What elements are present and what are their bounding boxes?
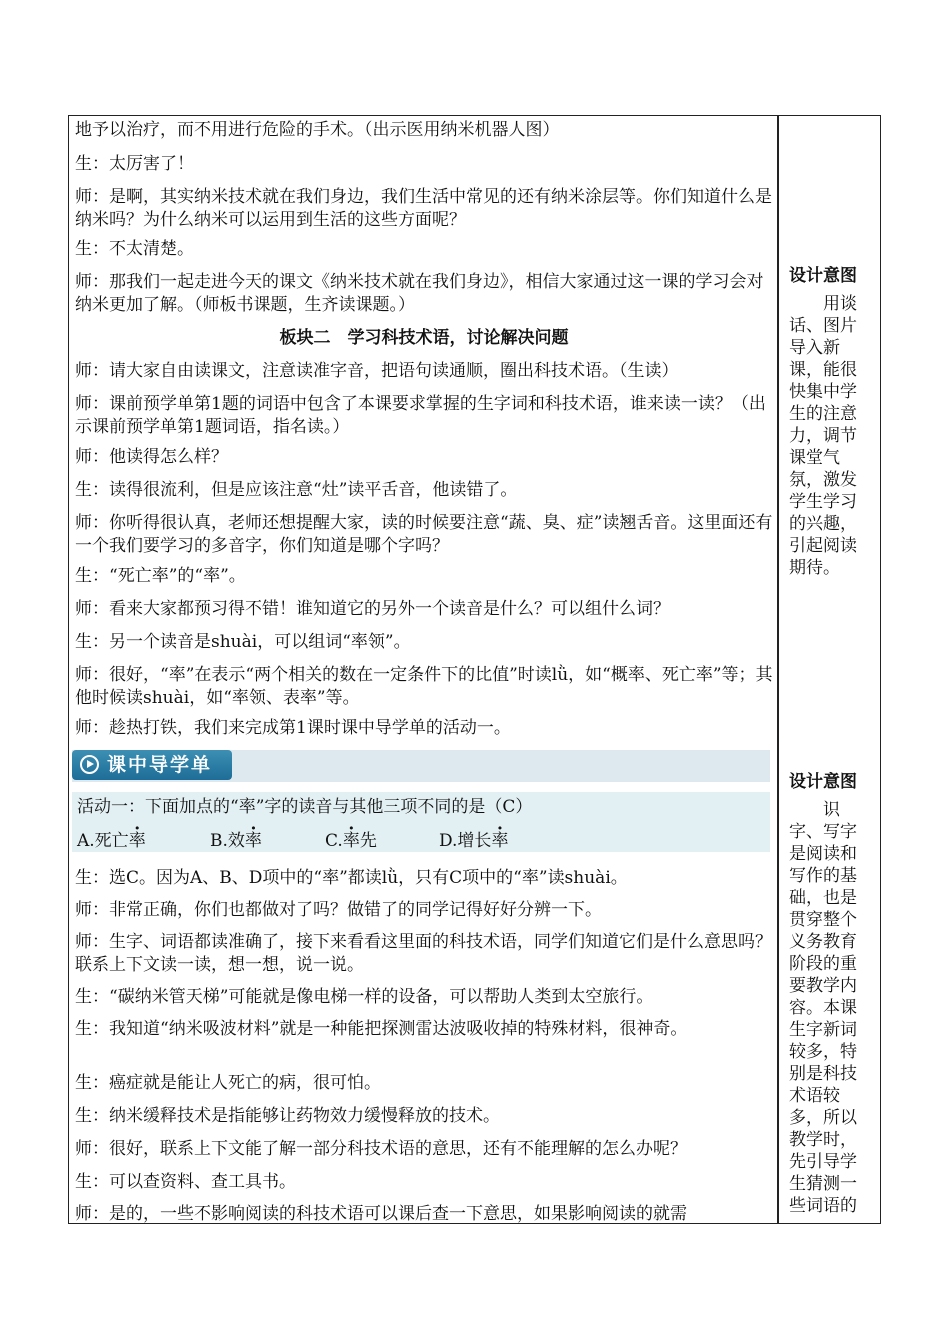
guide-tag-label: 课中导学单 [107,754,213,776]
option-a: A.死亡率 [77,831,146,851]
guide-banner [72,750,770,782]
activity-question: 活动一：下面加点的“率”字的读音与其他三项不同的是（C） [77,797,533,817]
paragraph: 师：生字、词语都读准确了，接下来看看这里面的科技术语，同学们知道它们是什么意思吗？联系上下文读一读，想一想，说一说。 [75,932,772,975]
paragraph: 师：看来大家都预习得不错！谁知道它的另外一个读音是什么？可以组什么词？ [75,599,670,619]
paragraph: 生：癌症就是能让人死亡的病，很可怕。 [75,1073,381,1093]
paragraph: 师：很好，联系上下文能了解一部分科技术语的意思，还有不能理解的怎么办呢？ [75,1139,687,1159]
paragraph: 师：他读得怎么样？ [75,447,228,467]
design-intent-text: 识字、写字是阅读和写作的基础，也是贯穿整个义务教育阶段的重要教学内容。本课生字新词较多，特别是科技术语较多，所以教学时，先引导学生猜测一些词语的 [789,800,857,1216]
paragraph: 师：那我们一起走进今天的课文《纳米技术就在我们身边》，相信大家通过这一课的学习会对纳米更加了解。（师板书课题，生齐读课题。） [75,272,764,315]
activity-box [72,792,770,852]
paragraph: 生：“死亡率”的“率”。 [75,566,246,586]
column-divider [777,116,779,1223]
paragraph: 师：是啊，其实纳米技术就在我们身边，我们生活中常见的还有纳米涂层等。你们知道什么是纳米吗？为什么纳米可以运用到生活的这些方面呢？ [75,187,772,230]
paragraph: 师：趁热打铁，我们来完成第1课时课中导学单的活动一。 [75,718,511,738]
paragraph: 生：选C。因为A、B、D项中的“率”都读lǜ，只有C项中的“率”读shuài。 [75,868,628,888]
paragraph: 师：非常正确，你们也都做对了吗？做错了的同学记得好好分辨一下。 [75,900,602,920]
design-intent-text: 用谈话、图片导入新课，能很快集中学生的注意力，调节课堂气氛，激发学生学习的兴趣，引起阅读期待。 [789,294,857,578]
paragraph: 生：我知道“纳米吸波材料”就是一种能把探测雷达波吸收掉的特殊材料，很神奇。 [75,1019,688,1039]
guide-tag [72,750,232,780]
paragraph: 生：“碳纳米管天梯”可能就是像电梯一样的设备，可以帮助人类到太空旅行。 [75,987,654,1007]
paragraph: 师：很好，“率”在表示“两个相关的数在一定条件下的比值”时读lǜ，如“概率、死亡率”等；其他时候读shuài，如“率领、表率”等。 [75,665,773,708]
paragraph: 师：课前预学单第1题的词语中包含了本课要求掌握的生字词和科技术语，谁来读一读？（出示课前预学单第1题词语，指名读。） [75,394,766,437]
paragraph: 生：另一个读音是shuài，可以组词“率领”。 [75,632,411,652]
play-circle-icon [80,755,99,774]
paragraph: 师：你听得很认真，老师还想提醒大家，读的时候要注意“蔬、臭、症”读翘舌音。这里面还有一个我们要学习的多音字，你们知道是哪个字吗？ [75,513,773,556]
option-d: D.增长率 [439,831,509,851]
design-intent-heading: 设计意图 [789,772,857,792]
paragraph: 生：可以查资料、查工具书。 [75,1172,296,1192]
option-c: C.率先 [325,831,377,851]
paragraph: 地予以治疗，而不用进行危险的手术。（出示医用纳米机器人图） [75,120,560,140]
paragraph: 生：不太清楚。 [75,239,194,259]
lesson-table [68,115,881,1224]
paragraph: 生：纳米缓释技术是指能够让药物效力缓慢释放的技术。 [75,1106,500,1126]
paragraph: 生：读得很流利，但是应该注意“灶”读平舌音，他读错了。 [75,480,518,500]
paragraph: 生：太厉害了！ [75,154,194,174]
option-b: B.效率 [210,831,262,851]
paragraph: 师：是的，一些不影响阅读的科技术语可以课后查一下意思，如果影响阅读的就需 [75,1204,687,1224]
design-intent-heading: 设计意图 [789,266,857,286]
paragraph: 师：请大家自由读课文，注意读准字音，把语句读通顺，圈出科技术语。（生读） [75,361,679,381]
section-heading: 板块二 学习科技术语，讨论解决问题 [279,328,569,348]
